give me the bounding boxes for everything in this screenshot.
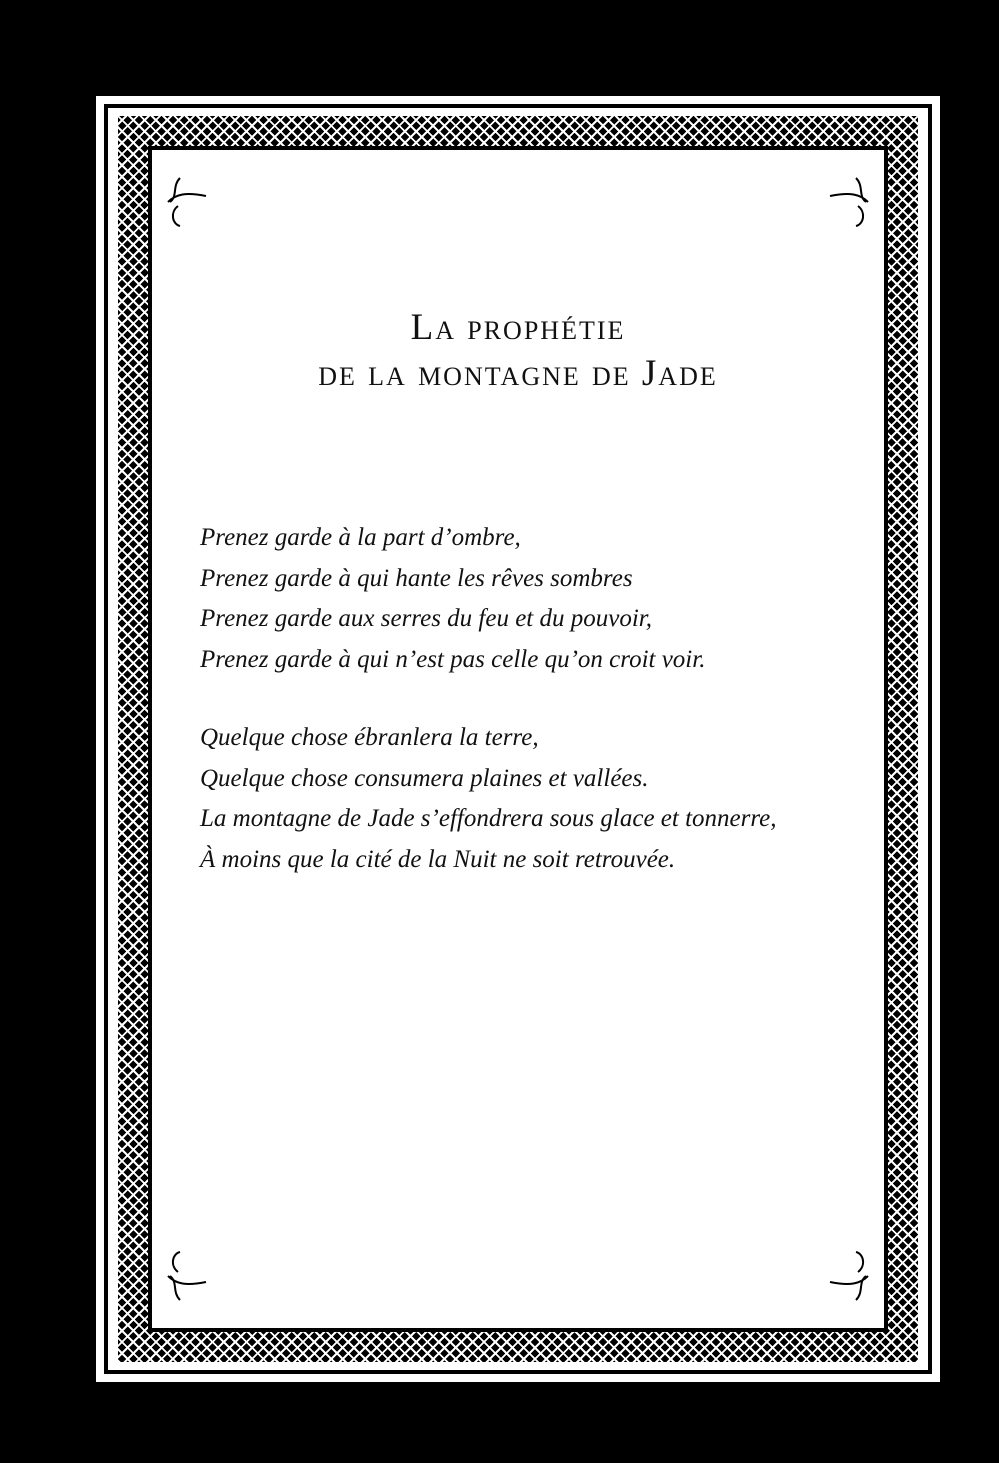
book-page [96,96,940,1382]
corner-flourish-icon [826,172,870,236]
verse-line: Quelque chose ébranlera la terre, [200,724,539,751]
stanza-2 [200,718,900,880]
verse-line: À moins que la cité de la Nuit ne soit retrouvée. [200,845,676,873]
corner-flourish-icon [166,1242,210,1306]
page-title-line-1: La prophétie [410,307,626,348]
verse-line: La montagne de Jade s’effondrera sous glace et tonnerre, [200,805,777,832]
stanza-1 [200,518,900,680]
verse-line: Prenez garde à qui hante les rêves sombres [200,564,633,592]
corner-flourish-icon [166,172,210,236]
verse-line: Prenez garde à qui n’est pas celle qu’on croit voir. [200,645,706,673]
verse-line: Prenez garde à la part d’ombre, [200,524,521,551]
page-title-line-2: de la montagne de Jade [318,353,718,394]
verse-line: Quelque chose consumera plaines et vallées. [200,764,649,792]
verse-line: Prenez garde aux serres du feu et du pouvoir, [200,605,653,632]
corner-flourish-icon [826,1242,870,1306]
